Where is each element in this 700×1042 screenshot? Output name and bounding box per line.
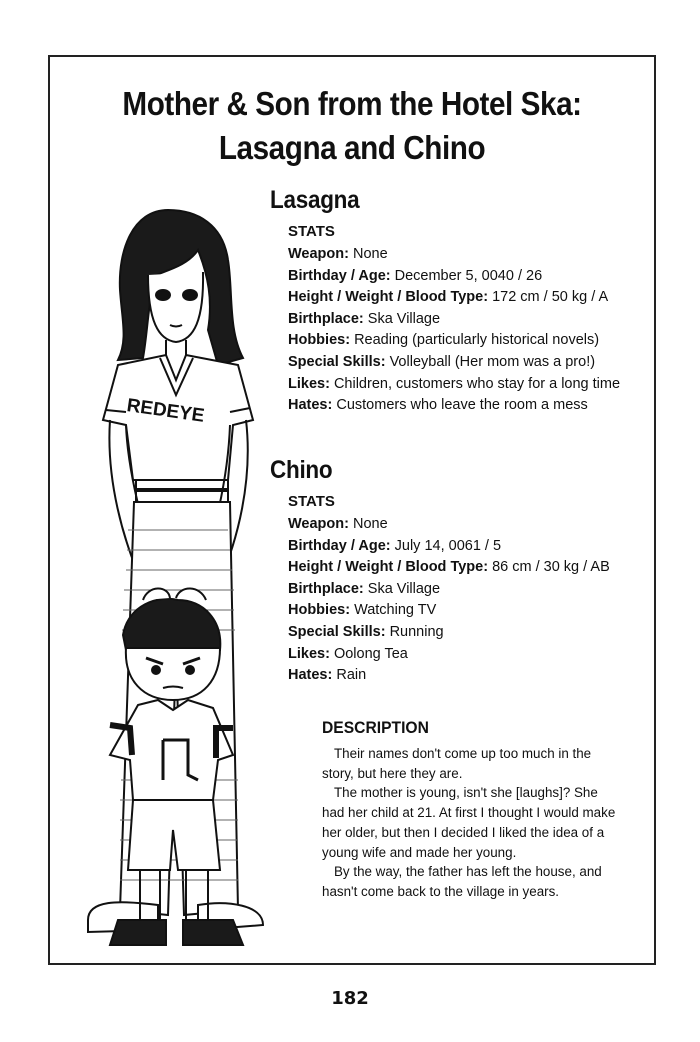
chino-profile [270, 456, 610, 687]
stat-row: Height / Weight / Blood Type: 172 cm / 50 kg / A [288, 289, 609, 306]
character-illustration [48, 180, 278, 970]
stat-row: Birthday / Age: July 14, 0061 / 5 [288, 537, 502, 554]
lasagna-name: Lasagna [270, 186, 360, 214]
description-heading: DESCRIPTION [322, 718, 429, 737]
chino-shoe-right [183, 920, 243, 945]
stat-row: Birthplace: Ska Village [288, 580, 441, 597]
stat-row: Birthday / Age: December 5, 0040 / 26 [288, 267, 543, 284]
stat-row: Hobbies: Watching TV [288, 602, 437, 619]
lasagna-profile [270, 186, 620, 417]
page-title [78, 82, 625, 170]
stat-row: Hates: Rain [288, 667, 367, 684]
stat-row: Weapon: None [288, 246, 388, 262]
chino-name: Chino [270, 456, 333, 484]
description-paragraph: By the way, the father has left the house, and hasn't come back to the village in years. [322, 864, 602, 899]
chino-shoe-left [110, 920, 166, 945]
stat-row: Birthplace: Ska Village [288, 310, 441, 327]
page-number: 182 [331, 988, 369, 1009]
title-line-1: Mother & Son from the Hotel Ska: [122, 85, 582, 122]
description-paragraph: Their names don't come up too much in the story, but here they are. [322, 746, 592, 781]
chino-stats-heading: STATS [288, 493, 335, 510]
shirt-text: REDEYE [125, 395, 206, 427]
stat-row: Hates: Customers who leave the room a mess [288, 397, 588, 414]
stat-row: Hobbies: Reading (particularly historical novels) [288, 332, 600, 349]
stat-row: Special Skills: Running [288, 623, 444, 640]
stat-row: Weapon: None [288, 516, 388, 532]
stat-row: Height / Weight / Blood Type: 86 cm / 30 kg / AB [288, 559, 610, 576]
stat-row: Special Skills: Volleyball (Her mom was a pro!) [288, 353, 596, 370]
stat-row: Likes: Oolong Tea [288, 645, 408, 662]
description-block [322, 718, 622, 902]
stat-row: Likes: Children, customers who stay for a long time [288, 375, 621, 392]
description-paragraph: The mother is young, isn't she [laughs]? She had her child at 21. At first I thought I would make her older, but then I decided I liked the idea of a young wife and made her young. [322, 785, 616, 860]
lasagna-face [148, 272, 203, 342]
lasagna-stats-heading: STATS [288, 223, 335, 240]
title-line-2: Lasagna and Chino [218, 129, 486, 166]
